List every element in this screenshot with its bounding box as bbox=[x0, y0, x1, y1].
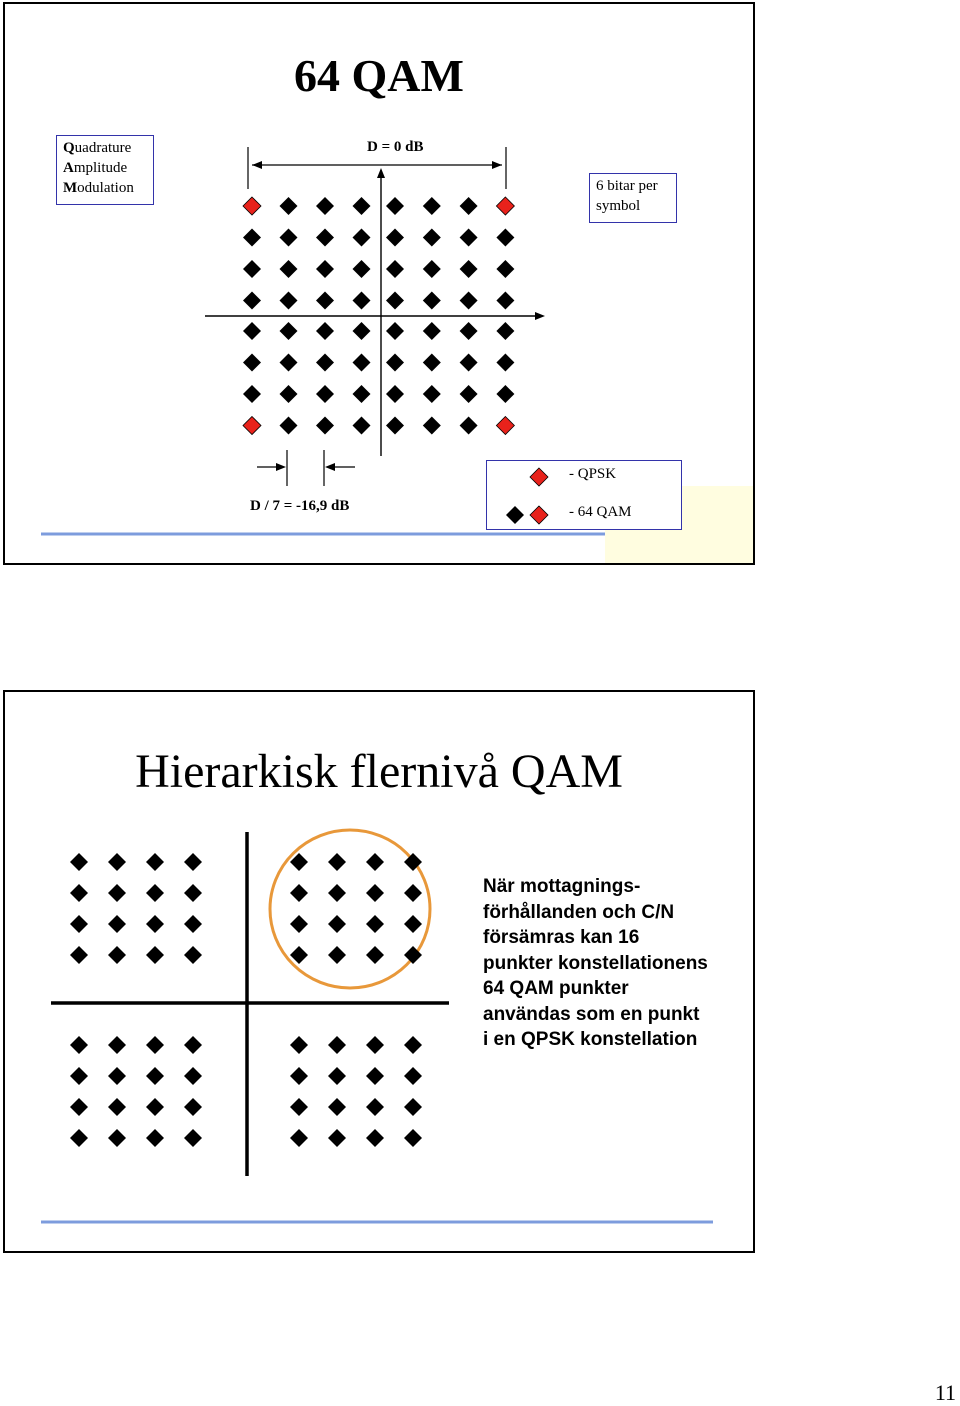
explanation-text bbox=[483, 874, 745, 1053]
qam-point bbox=[316, 229, 334, 247]
qam-point bbox=[146, 1067, 164, 1085]
qam-point bbox=[496, 260, 514, 278]
qam-point bbox=[353, 417, 371, 435]
qam-point bbox=[328, 884, 346, 902]
qam-point bbox=[184, 853, 202, 871]
qam-point bbox=[108, 1129, 126, 1147]
qam-point bbox=[366, 915, 384, 933]
qam-point bbox=[146, 946, 164, 964]
qam-point bbox=[146, 1098, 164, 1116]
body-line: När mottagnings- bbox=[483, 876, 641, 897]
qpsk-point bbox=[243, 197, 261, 215]
i-axis-arrow-icon bbox=[535, 312, 545, 320]
qam-point bbox=[316, 260, 334, 278]
qam-point bbox=[290, 1129, 308, 1147]
body-line: användas som en punkt bbox=[483, 1003, 700, 1025]
qam-point bbox=[386, 417, 404, 435]
qam-point bbox=[328, 1067, 346, 1085]
qam-point bbox=[146, 1129, 164, 1147]
qam-point bbox=[423, 385, 441, 403]
qam-point bbox=[70, 853, 88, 871]
slide-title: 64 QAM bbox=[294, 50, 464, 101]
body-line: punkter konstellationens bbox=[483, 952, 708, 974]
qam-point bbox=[353, 260, 371, 278]
qam-legend-red-icon bbox=[530, 506, 548, 524]
qam-point bbox=[70, 1036, 88, 1054]
qam-point bbox=[243, 229, 261, 247]
qam-point bbox=[366, 884, 384, 902]
qam-point bbox=[496, 354, 514, 372]
qam-point bbox=[280, 229, 298, 247]
qam-point bbox=[353, 322, 371, 340]
qam-point bbox=[184, 1129, 202, 1147]
qam-point bbox=[404, 1129, 422, 1147]
qam-point bbox=[243, 354, 261, 372]
qam-point bbox=[366, 1129, 384, 1147]
qam-point bbox=[146, 853, 164, 871]
qam-point bbox=[146, 915, 164, 933]
bits-line-1: 6 bitar per bbox=[596, 178, 658, 194]
qpsk-legend-icon bbox=[530, 468, 548, 486]
qam-point bbox=[290, 1098, 308, 1116]
body-line: 64 QAM punkter bbox=[483, 978, 629, 999]
qam-point bbox=[70, 1067, 88, 1085]
qam-point bbox=[243, 322, 261, 340]
qam-point bbox=[70, 884, 88, 902]
qam-point bbox=[70, 915, 88, 933]
qam-point bbox=[290, 946, 308, 964]
qam-point bbox=[146, 1036, 164, 1054]
qam-point bbox=[353, 229, 371, 247]
qam-point bbox=[366, 1098, 384, 1116]
page-number: 11 bbox=[934, 1380, 956, 1405]
qam-point bbox=[460, 354, 478, 372]
qam-point bbox=[280, 385, 298, 403]
qam-point bbox=[290, 915, 308, 933]
qam-point bbox=[316, 322, 334, 340]
qam-point bbox=[366, 853, 384, 871]
qam-point bbox=[353, 354, 371, 372]
distance-top-label: D = 0 dB bbox=[367, 139, 424, 155]
qam-point bbox=[386, 322, 404, 340]
qam-point bbox=[328, 1129, 346, 1147]
qam-point bbox=[366, 946, 384, 964]
qam-point bbox=[290, 1036, 308, 1054]
legend-qpsk-label: - QPSK bbox=[569, 466, 617, 482]
bits-line-2: symbol bbox=[596, 198, 641, 214]
qam-point bbox=[460, 385, 478, 403]
qam-point bbox=[280, 197, 298, 215]
qam-point bbox=[146, 884, 164, 902]
qam-point bbox=[280, 322, 298, 340]
qam-point bbox=[423, 417, 441, 435]
qam-point bbox=[280, 292, 298, 310]
qam-point bbox=[280, 417, 298, 435]
qam-point bbox=[366, 1036, 384, 1054]
qam-point bbox=[108, 1067, 126, 1085]
qam-point bbox=[423, 354, 441, 372]
qam-point bbox=[460, 292, 478, 310]
body-line: förhållanden och C/N bbox=[483, 901, 675, 923]
slide-title: Hierarkisk flernivå QAM bbox=[135, 745, 623, 798]
qam-point bbox=[108, 915, 126, 933]
qam-point bbox=[316, 354, 334, 372]
letter-q: Q bbox=[63, 140, 75, 156]
qpsk-point bbox=[496, 197, 514, 215]
qam-point bbox=[70, 946, 88, 964]
qam-point bbox=[496, 292, 514, 310]
qam-point bbox=[184, 884, 202, 902]
qam-point bbox=[328, 946, 346, 964]
qam-point bbox=[386, 229, 404, 247]
qam-point bbox=[108, 853, 126, 871]
qam-point bbox=[423, 322, 441, 340]
body-line: försämras kan 16 bbox=[483, 927, 640, 948]
qam-point bbox=[460, 229, 478, 247]
qam-point bbox=[460, 260, 478, 278]
quadrant-highlight-circle bbox=[270, 830, 430, 988]
qam-point bbox=[328, 1098, 346, 1116]
qam-point bbox=[108, 1036, 126, 1054]
qam-point bbox=[496, 229, 514, 247]
qam-point bbox=[404, 915, 422, 933]
qam-point bbox=[280, 260, 298, 278]
qam-point bbox=[386, 385, 404, 403]
qam-point bbox=[496, 385, 514, 403]
legend-64qam-label: - 64 QAM bbox=[569, 504, 632, 520]
qam-point bbox=[404, 1036, 422, 1054]
word-modulation-rest: odulation bbox=[77, 180, 134, 196]
qam-point bbox=[316, 417, 334, 435]
qam-point bbox=[108, 1098, 126, 1116]
qam-point bbox=[108, 884, 126, 902]
qam-point bbox=[316, 385, 334, 403]
distance-bottom-label: D / 7 = -16,9 dB bbox=[250, 498, 350, 514]
qam-point bbox=[423, 229, 441, 247]
slide-hierarchical-qam bbox=[3, 690, 755, 1253]
letter-m: M bbox=[63, 180, 78, 196]
word-quadrature-rest: uadrature bbox=[74, 140, 132, 156]
dim-arrow-left-icon bbox=[252, 161, 262, 169]
qam-point bbox=[386, 260, 404, 278]
qam-point bbox=[386, 197, 404, 215]
qam-point bbox=[404, 884, 422, 902]
small-dim-arrow-right-icon bbox=[276, 463, 286, 471]
slide-64qam bbox=[3, 2, 755, 565]
qam-point bbox=[70, 1098, 88, 1116]
qam-point bbox=[328, 1036, 346, 1054]
small-dim-arrow-left-icon bbox=[325, 463, 335, 471]
qam-point bbox=[316, 197, 334, 215]
qam-point bbox=[328, 853, 346, 871]
legend-box bbox=[486, 460, 682, 530]
qam-point bbox=[70, 1129, 88, 1147]
qam-point bbox=[423, 197, 441, 215]
qam-point bbox=[243, 385, 261, 403]
qam-point bbox=[243, 260, 261, 278]
qam-point bbox=[423, 260, 441, 278]
qam-point bbox=[423, 292, 441, 310]
qam-point bbox=[353, 385, 371, 403]
qam-point bbox=[108, 946, 126, 964]
qpsk-point bbox=[496, 417, 514, 435]
qam-point bbox=[290, 1067, 308, 1085]
qam-point bbox=[460, 417, 478, 435]
qam-point bbox=[316, 292, 334, 310]
qam-point bbox=[184, 1098, 202, 1116]
letter-a: A bbox=[63, 160, 74, 176]
qam-legend-black-icon bbox=[506, 506, 524, 524]
qam-point bbox=[366, 1067, 384, 1085]
qam-point bbox=[184, 946, 202, 964]
qam-point bbox=[386, 354, 404, 372]
qam-point bbox=[404, 1098, 422, 1116]
qam-point bbox=[460, 197, 478, 215]
qam-point bbox=[184, 1067, 202, 1085]
dim-arrow-right-icon bbox=[492, 161, 502, 169]
body-line: i en QPSK konstellation bbox=[483, 1029, 698, 1050]
qam-point bbox=[328, 915, 346, 933]
qam-point bbox=[353, 292, 371, 310]
qam-point bbox=[404, 1067, 422, 1085]
qam-point bbox=[184, 915, 202, 933]
qam-point bbox=[184, 1036, 202, 1054]
qam-point bbox=[290, 884, 308, 902]
qam-point bbox=[386, 292, 404, 310]
qam-point bbox=[243, 292, 261, 310]
qpsk-point bbox=[243, 417, 261, 435]
qam-point bbox=[353, 197, 371, 215]
word-amplitude-rest: mplitude bbox=[73, 160, 128, 176]
q-axis-arrow-icon bbox=[377, 168, 385, 178]
qam-point bbox=[460, 322, 478, 340]
qam-point bbox=[496, 322, 514, 340]
qam-point bbox=[280, 354, 298, 372]
